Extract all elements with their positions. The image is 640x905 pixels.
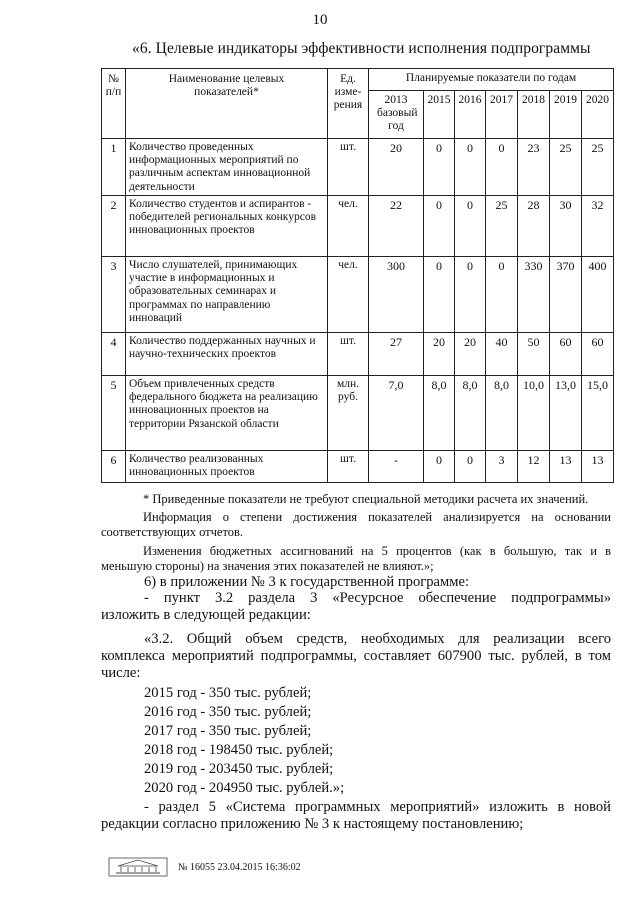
year-item: 2019 год - 203450 тыс. рублей; <box>144 761 334 777</box>
changes-note-line2: меньшую стороны) на значения этих показателей не влияют.»; <box>101 559 434 573</box>
indicators-table <box>101 68 614 483</box>
header-year: 2016 <box>455 91 486 139</box>
row-value: - <box>369 451 424 483</box>
header-unit: Ед. изме-рения <box>328 69 369 139</box>
row-value: 30 <box>550 196 582 257</box>
row-num: 6 <box>102 451 126 483</box>
footnote: * Приведенные показатели не требуют специальной методики расчета их значений. <box>143 492 589 506</box>
row-value: 0 <box>455 451 486 483</box>
header-name: Наименование целевых показателей* <box>126 69 328 139</box>
year-item: 2020 год - 204950 тыс. рублей.»; <box>144 780 345 796</box>
quote-line1: «3.2. Общий объем средств, необходимых для реализации всего <box>144 631 611 647</box>
changes-note-line1: Изменения бюджетных ассигнований на 5 процентов (как в большую, так и в <box>143 544 611 558</box>
row-num: 4 <box>102 333 126 376</box>
row-value: 25 <box>550 139 582 196</box>
table-row <box>102 333 614 376</box>
header-year: 2020 <box>582 91 614 139</box>
quote-line2: комплекса мероприятий подпрограммы, составляет 607900 тыс. рублей, в том <box>101 648 611 664</box>
row-value: 32 <box>582 196 614 257</box>
header-year: 2019 <box>550 91 582 139</box>
header-planned: Планируемые показатели по годам <box>369 69 614 91</box>
table-row <box>102 257 614 333</box>
row-value: 0 <box>486 139 518 196</box>
info-note-line1: Информация о степени достижения показателей анализируется на основании <box>143 510 611 524</box>
row-value: 0 <box>455 196 486 257</box>
table-row <box>102 196 614 257</box>
row-name: Количество реализованных инновационных проектов <box>126 451 328 483</box>
row-value: 0 <box>455 257 486 333</box>
row-value: 0 <box>424 139 455 196</box>
row-value: 0 <box>486 257 518 333</box>
row-name: Количество студентов и аспирантов - победителей региональных конкурсов инновационных проектов <box>126 196 328 257</box>
row-value: 22 <box>369 196 424 257</box>
row-value: 3 <box>486 451 518 483</box>
row-value: 20 <box>424 333 455 376</box>
row-value: 0 <box>424 451 455 483</box>
row-value: 0 <box>424 196 455 257</box>
quote-line3: числе: <box>101 665 141 681</box>
row-value: 13 <box>582 451 614 483</box>
row-value: 28 <box>518 196 550 257</box>
row-value: 27 <box>369 333 424 376</box>
row-unit: шт. <box>328 333 369 376</box>
header-base-year: 2013 базовый год <box>369 91 424 139</box>
header-num: № п/п <box>102 69 126 139</box>
row-value: 0 <box>455 139 486 196</box>
table-row <box>102 139 614 196</box>
row-name: Количество проведенных информационных мероприятий по различным аспектам инновационной деятельности <box>126 139 328 196</box>
document-stamp-text: № 16055 23.04.2015 16:36:02 <box>178 861 301 873</box>
row-unit: чел. <box>328 196 369 257</box>
row-value: 0 <box>424 257 455 333</box>
header-year: 2015 <box>424 91 455 139</box>
row-name: Объем привлеченных средств федерального бюджета на реализацию инновационных проектов на территории Рязанской области <box>126 376 328 451</box>
footer <box>108 856 301 878</box>
row-value: 25 <box>582 139 614 196</box>
item6-paragraph: 6) в приложении № 3 к государственной программе: <box>144 574 470 590</box>
row-value: 330 <box>518 257 550 333</box>
row-unit: чел. <box>328 257 369 333</box>
row-value: 8,0 <box>486 376 518 451</box>
row-value: 8,0 <box>424 376 455 451</box>
table-row <box>102 451 614 483</box>
row-num: 3 <box>102 257 126 333</box>
page-number: 10 <box>312 12 328 28</box>
row-value: 300 <box>369 257 424 333</box>
row-unit: млн. руб. <box>328 376 369 451</box>
row-value: 7,0 <box>369 376 424 451</box>
row-unit: шт. <box>328 139 369 196</box>
row-value: 40 <box>486 333 518 376</box>
row-value: 15,0 <box>582 376 614 451</box>
row-value: 60 <box>550 333 582 376</box>
year-item: 2017 год - 350 тыс. рублей; <box>144 723 312 739</box>
year-item: 2015 год - 350 тыс. рублей; <box>144 685 312 701</box>
row-unit: шт. <box>328 451 369 483</box>
row-value: 8,0 <box>455 376 486 451</box>
row-value: 20 <box>369 139 424 196</box>
row-value: 400 <box>582 257 614 333</box>
row-value: 12 <box>518 451 550 483</box>
row-value: 20 <box>455 333 486 376</box>
row-name: Число слушателей, принимающих участие в информационных и образовательных семинарах и программах по направлению инноваций <box>126 257 328 333</box>
row-num: 2 <box>102 196 126 257</box>
row-num: 1 <box>102 139 126 196</box>
row-num: 5 <box>102 376 126 451</box>
year-item: 2016 год - 350 тыс. рублей; <box>144 704 312 720</box>
government-building-stamp-icon <box>108 857 168 877</box>
section5-line1: - раздел 5 «Система программных мероприятий» изложить в новой <box>144 799 611 815</box>
row-value: 50 <box>518 333 550 376</box>
row-value: 23 <box>518 139 550 196</box>
year-item: 2018 год - 198450 тыс. рублей; <box>144 742 334 758</box>
header-year: 2017 <box>486 91 518 139</box>
row-value: 25 <box>486 196 518 257</box>
info-note-line2: соответствующих отчетов. <box>101 525 244 539</box>
row-value: 60 <box>582 333 614 376</box>
table-row <box>102 376 614 451</box>
section-title: «6. Целевые индикаторы эффективности исполнения подпрограммы <box>132 40 591 57</box>
section5-line2: редакции согласно приложению № 3 к настоящему постановлению; <box>101 816 524 832</box>
row-value: 13 <box>550 451 582 483</box>
row-value: 13,0 <box>550 376 582 451</box>
point32-line2: изложить в следующей редакции: <box>101 607 311 623</box>
row-name: Количество поддержанных научных и научно-технических проектов <box>126 333 328 376</box>
point32-line1: - пункт 3.2 раздела 3 «Ресурсное обеспечение подпрограммы» <box>144 590 611 606</box>
header-year: 2018 <box>518 91 550 139</box>
row-value: 10,0 <box>518 376 550 451</box>
row-value: 370 <box>550 257 582 333</box>
